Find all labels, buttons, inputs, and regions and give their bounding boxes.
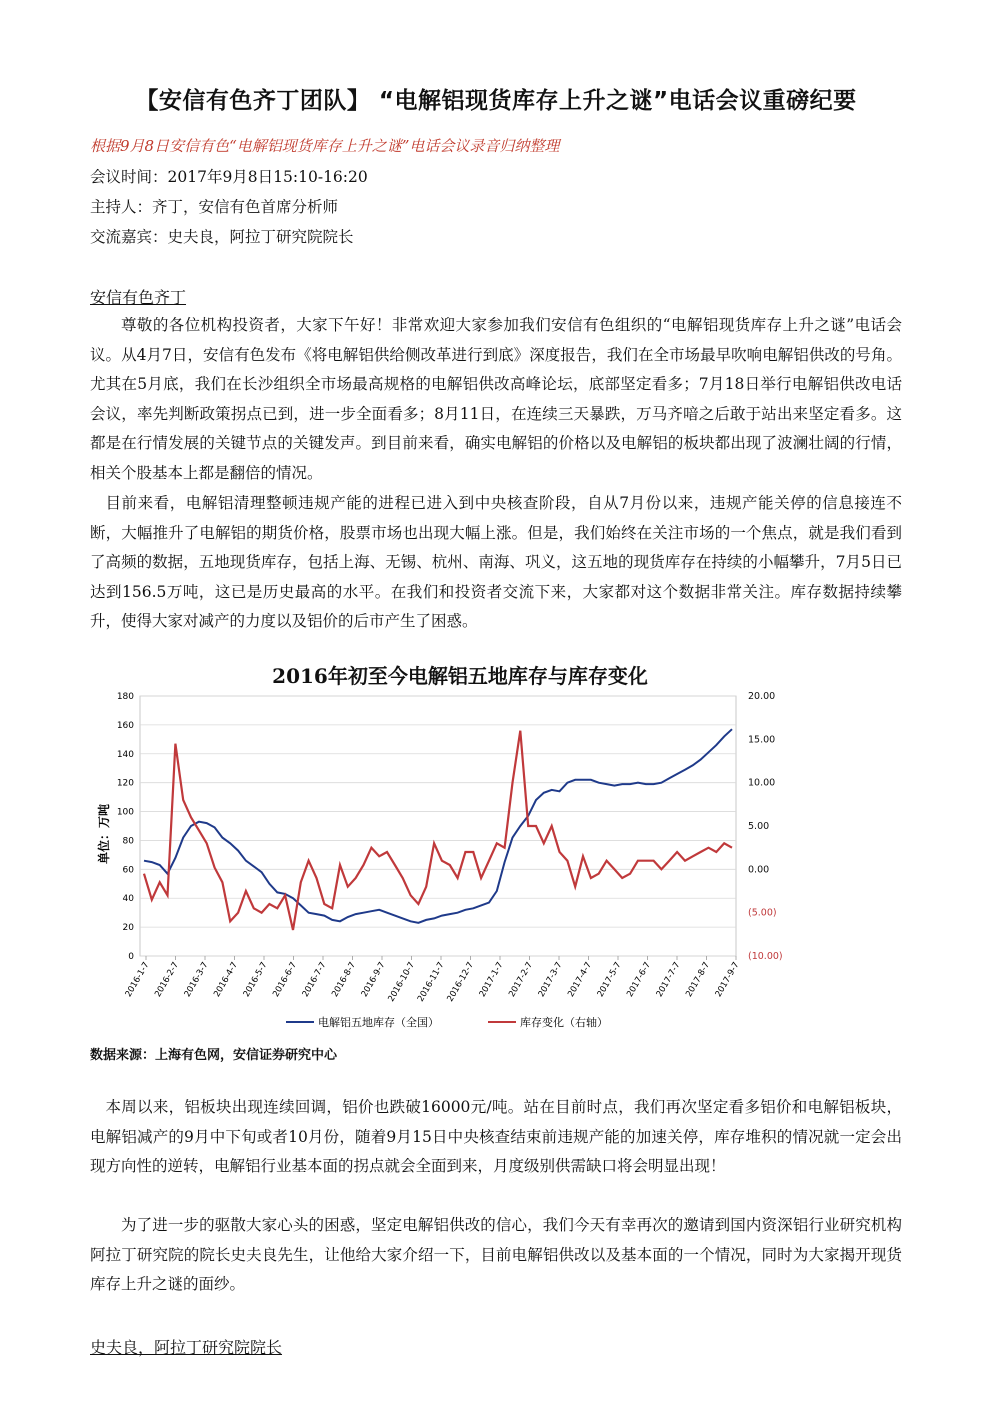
x-tick-label: 2016-4-7 — [212, 960, 241, 999]
x-tick-label: 2017-8-7 — [684, 960, 713, 999]
x-tick-label: 2017-5-7 — [595, 960, 624, 999]
left-tick-label: 20 — [122, 923, 134, 934]
left-tick-label: 180 — [116, 692, 134, 702]
legend-label-change: 库存变化（右轴） — [520, 1016, 608, 1029]
x-tick-label: 2017-7-7 — [654, 960, 683, 999]
left-tick-label: 0 — [128, 952, 134, 962]
right-tick-label: (5.00) — [748, 907, 777, 919]
x-axis-ticks — [124, 956, 742, 1004]
paragraph-2: 目前来看，电解铝清理整顿违规产能的进程已进入到中央核查阶段，自从7月份以来，违规产能关停的信息接连不断，大幅推升了电解铝的期货价格，股票市场也出现大幅上涨。但是，我们始终在关注市场的一个焦点，就是我们看到了高频的数据，五地现货库存，包括上海、无锡、杭州、南海、巩义，这五地的现货库存在持续的小幅攀升，7月5日已达到156.5万吨，这已是历史最高的水平。在我们和投资者交流下来，大家都对这个数据非常关注。库存数据持续攀升，使得大家对减产的力度以及铝价的后市产生了困惑。 — [90, 494, 902, 631]
subtitle: 根据9月8日安信有色“电解铝现货库存上升之谜”电话会议录音归纳整理 — [90, 137, 560, 155]
left-tick-label: 160 — [116, 720, 134, 731]
x-tick-label: 2017-9-7 — [713, 960, 742, 999]
host: 主持人：齐丁，安信有色首席分析师 — [90, 198, 339, 216]
x-tick-label: 2016-1-7 — [123, 960, 152, 999]
x-tick-label: 2016-7-7 — [300, 960, 329, 999]
chart-title: 2016年初至今电解铝五地库存与库存变化 — [272, 664, 648, 688]
legend — [286, 1015, 608, 1029]
page-title: 【安信有色齐丁团队】 “电解铝现货库存上升之谜”电话会议重磅纪要 — [135, 88, 857, 114]
x-tick-label: 2017-4-7 — [566, 960, 595, 999]
left-tick-label: 80 — [122, 836, 134, 847]
y-axis-label: 单位：万吨 — [97, 803, 111, 865]
chart-svg — [90, 656, 830, 1038]
left-axis-ticks — [117, 692, 134, 962]
guest: 交流嘉宾：史夫良，阿拉丁研究院院长 — [90, 228, 354, 246]
left-tick-label: 60 — [122, 865, 134, 876]
x-tick-label: 2016-2-7 — [153, 960, 182, 999]
x-tick-label: 2017-6-7 — [625, 960, 654, 999]
right-axis-ticks — [748, 691, 783, 962]
right-tick-label: 20.00 — [748, 691, 776, 702]
legend-label-inventory: 电解铝五地库存（全国） — [318, 1016, 439, 1029]
right-tick-label: 10.00 — [748, 777, 776, 789]
paragraph-1: 尊敬的各位机构投资者，大家下午好！非常欢迎大家参加我们安信有色组织的“电解铝现货库存上升之谜”电话会议。从4月7日，安信有色发布《将电解铝供给侧改革进行到底》深度报告，我们在全市场最早吹响电解铝供改的号角。尤其在5月底，我们在长沙组织全市场最高规格的电解铝供改高峰论坛，底部坚定看多；7月18日举行电解铝供改电话会议，率先判断政策拐点已到，进一步全面看多；8月11日，在连续三天暴跌，万马齐喑之后敢于站出来坚定看多。这都是在行情发展的关键节点的关键发声。到目前来看，确实电解铝的价格以及电解铝的板块都出现了波澜壮阔的行情，相关个股基本上都是翻倍的情况。 — [90, 316, 902, 482]
x-tick-label: 2016-8-7 — [330, 960, 359, 999]
inventory-chart — [90, 656, 810, 1038]
right-tick-label: 0.00 — [748, 864, 770, 876]
meeting-time: 会议时间：2017年9月8日15:10-16:20 — [90, 168, 368, 186]
section-heading-qiding: 安信有色齐丁 — [90, 288, 187, 307]
series-line-inventory — [144, 729, 732, 923]
x-tick-label: 2016-9-7 — [359, 960, 388, 999]
series-line-change — [144, 731, 732, 930]
right-tick-label: (10.00) — [748, 951, 783, 962]
x-tick-label: 2016-3-7 — [182, 960, 211, 999]
right-tick-label: 15.00 — [748, 734, 776, 746]
left-tick-label: 120 — [116, 778, 134, 789]
data-source: 数据来源：上海有色网，安信证券研究中心 — [90, 1048, 338, 1063]
left-tick-label: 100 — [116, 807, 134, 818]
paragraph-4: 为了进一步的驱散大家心头的困惑，坚定电解铝供改的信心，我们今天有幸再次的邀请到国内资深铝行业研究机构阿拉丁研究院的院长史夫良先生，让他给大家介绍一下，目前电解铝供改以及基本面的一个情况，同时为大家揭开现货库存上升之谜的面纱。 — [90, 1216, 902, 1294]
paragraph-3: 本周以来，铝板块出现连续回调，铝价也跌破16000元/吨。站在目前时点，我们再次坚定看多铝价和电解铝板块，电解铝减产的9月中下旬或者10月份，随着9月15日中央核查结束前违规产能的加速关停，库存堆积的情况就一定会出现方向性的逆转，电解铝行业基本面的拐点就会全面到来，月度级别供需缺口将会明显出现！ — [90, 1098, 902, 1176]
x-tick-label: 2017-1-7 — [477, 960, 506, 999]
x-tick-label: 2017-3-7 — [536, 960, 565, 999]
left-tick-label: 40 — [122, 894, 134, 905]
x-tick-label: 2016-6-7 — [271, 960, 300, 999]
x-tick-label: 2017-2-7 — [507, 960, 536, 999]
right-tick-label: 5.00 — [748, 821, 770, 832]
x-tick-label: 2016-10-7 — [386, 960, 418, 1004]
x-tick-label: 2016-12-7 — [445, 960, 477, 1004]
x-tick-label: 2016-11-7 — [415, 960, 447, 1004]
section-heading-shifuliang: 史夫良，阿拉丁研究院院长 — [90, 1338, 283, 1357]
x-tick-label: 2016-5-7 — [241, 960, 270, 999]
left-tick-label: 140 — [116, 749, 134, 760]
